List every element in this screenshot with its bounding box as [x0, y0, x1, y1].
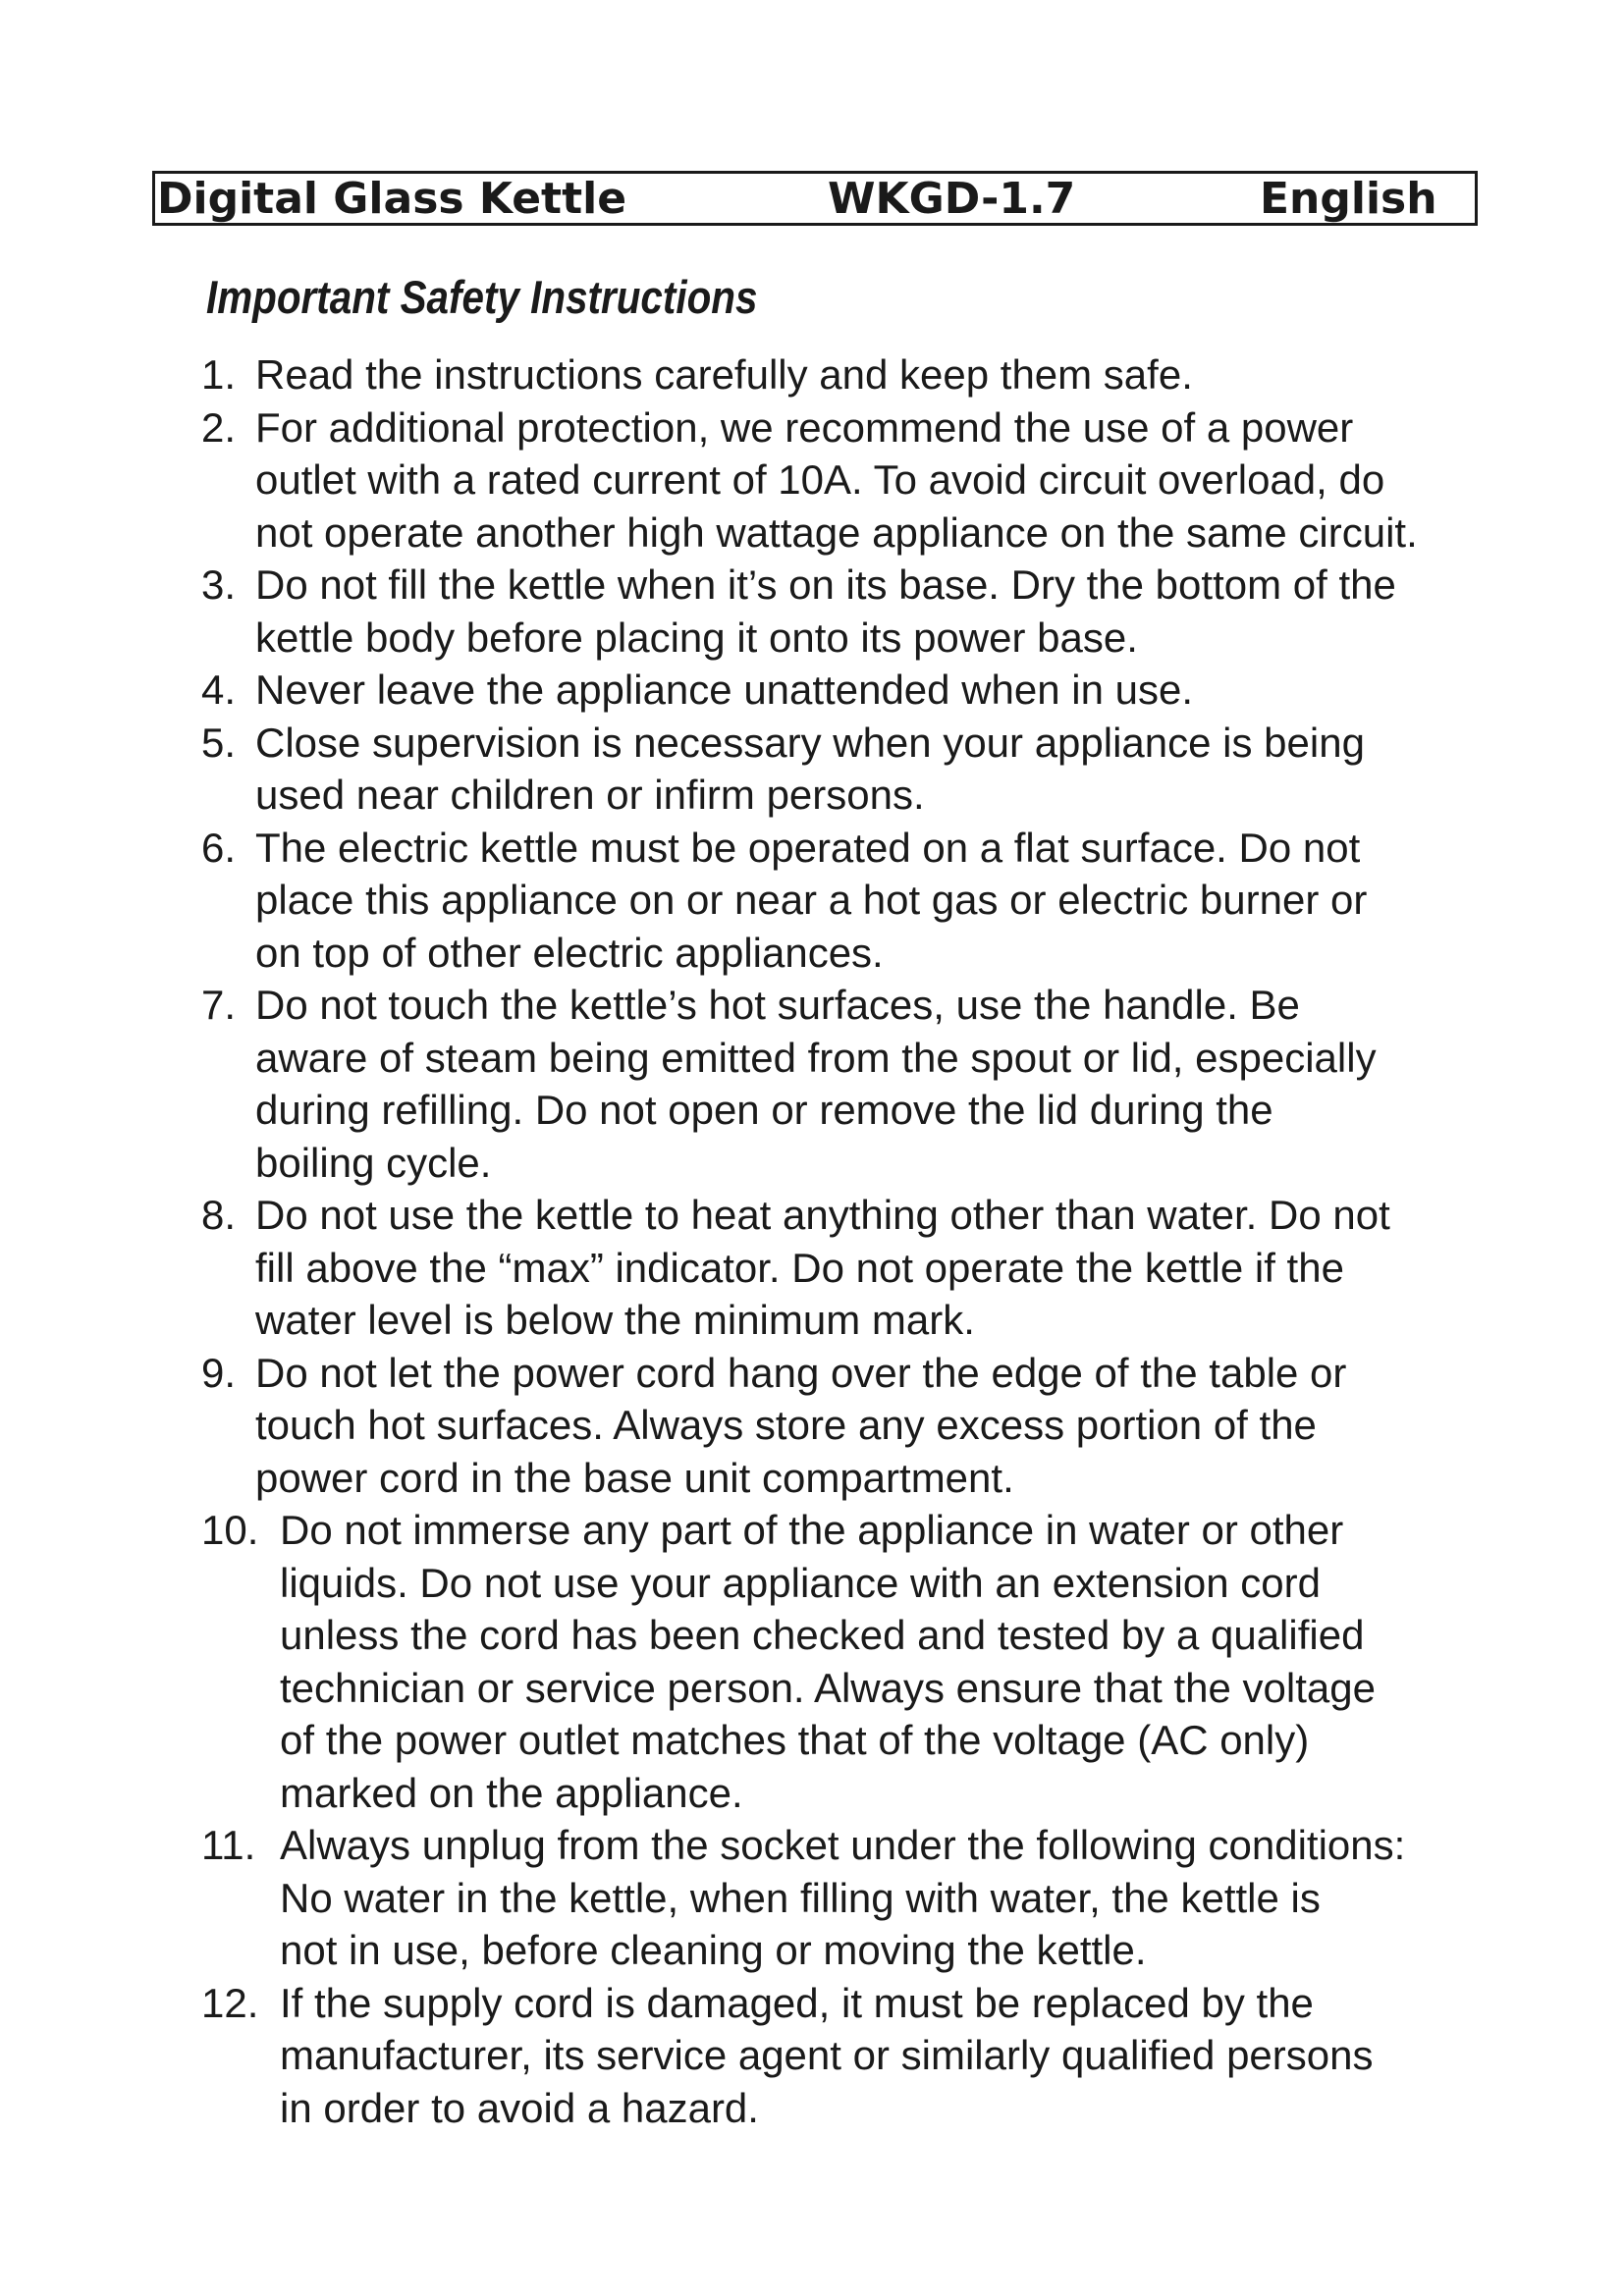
product-name: Digital Glass Kettle [157, 174, 627, 224]
item-text-line: Do not touch the kettle’s hot surfaces, use the handle. Be [255, 982, 1300, 1028]
item-text-line: Do not fill the kettle when it’s on its base. Dry the bottom of the [255, 561, 1396, 608]
item-text-line: touch hot surfaces. Always store any excess portion of the [255, 1402, 1317, 1448]
page-title: Important Safety Instructions [206, 271, 758, 323]
list-item [201, 401, 1517, 560]
item-text-line: Never leave the appliance unattended when in use. [255, 667, 1194, 713]
list-item [201, 979, 1517, 1189]
list-item [201, 1189, 1517, 1347]
language-label: English [1260, 174, 1437, 224]
item-number: 7. [201, 982, 237, 1028]
item-number: 12. [201, 1979, 259, 2026]
item-text-line: not operate another high wattage appliance on the same circuit. [255, 508, 1418, 556]
item-text-line: not in use, before cleaning or moving the kettle. [280, 1927, 1147, 1973]
item-text-line: Always unplug from the socket under the following conditions: [280, 1822, 1406, 1868]
item-text-line: Do not immerse any part of the appliance in water or other [280, 1507, 1344, 1553]
item-text-line: outlet with a rated current of 10A. To avoid circuit overload, do [255, 456, 1385, 503]
item-text-line: unless the cord has been checked and tested by a qualified [280, 1612, 1365, 1658]
item-number: 2. [201, 403, 237, 451]
item-text-line: aware of steam being emitted from the spout or lid, especially [255, 1034, 1377, 1081]
item-text-line: place this appliance on or near a hot gas or electric burner or [255, 877, 1368, 923]
item-text-line: manufacturer, its service agent or similarly qualified persons [280, 2032, 1374, 2078]
item-text-line: The electric kettle must be operated on a flat surface. Do not [255, 824, 1361, 871]
item-text-line: boiling cycle. [255, 1139, 492, 1186]
list-item [201, 559, 1517, 664]
item-text-line: Read the instructions carefully and keep them safe. [255, 351, 1193, 398]
item-text-line: during refilling. Do not open or remove the lid during the [255, 1087, 1273, 1133]
list-item [201, 1347, 1517, 1505]
item-text-line: technician or service person. Always ensure that the voltage [280, 1664, 1376, 1711]
item-text-line: on top of other electric appliances. [255, 929, 884, 976]
item-number: 9. [201, 1349, 237, 1396]
item-text-line: of the power outlet matches that of the voltage (AC only) [280, 1717, 1310, 1763]
item-text-line: If the supply cord is damaged, it must be replaced by the [280, 1979, 1314, 2026]
list-item [201, 348, 1517, 401]
item-number: 6. [201, 824, 237, 871]
item-number: 3. [201, 561, 237, 608]
item-text-line: fill above the “max” indicator. Do not operate the kettle if the [255, 1244, 1344, 1291]
list-item [201, 1504, 1517, 1819]
item-text-line: For additional protection, we recommend the use of a power [255, 403, 1354, 451]
item-text-line: kettle body before placing it onto its power base. [255, 614, 1138, 661]
item-number: 5. [201, 719, 237, 766]
list-item [201, 664, 1517, 717]
list-item [201, 717, 1517, 822]
item-text-line: Do not let the power cord hang over the edge of the table or [255, 1349, 1347, 1396]
list-item [201, 1819, 1517, 1977]
list-item [201, 1977, 1517, 2135]
item-number: 10. [201, 1507, 259, 1553]
item-number: 8. [201, 1192, 237, 1238]
model-number: WKGD-1.7 [828, 174, 1076, 224]
item-text-line: in order to avoid a hazard. [280, 2084, 759, 2131]
item-text-line: Do not use the kettle to heat anything other than water. Do not [255, 1192, 1390, 1238]
item-text-line: marked on the appliance. [280, 1769, 743, 1816]
item-text-line: liquids. Do not use your appliance with an extension cord [280, 1559, 1321, 1606]
item-text-line: Close supervision is necessary when your appliance is being [255, 719, 1365, 766]
item-number: 4. [201, 667, 237, 713]
item-text-line: used near children or infirm persons. [255, 772, 925, 818]
item-text-line: water level is below the minimum mark. [255, 1297, 975, 1343]
header-box [152, 171, 1478, 226]
item-number: 11. [201, 1822, 256, 1868]
item-text-line: power cord in the base unit compartment. [255, 1454, 1014, 1501]
item-number: 1. [201, 351, 237, 398]
list-item [201, 822, 1517, 980]
item-text-line: No water in the kettle, when filling with water, the kettle is [280, 1874, 1321, 1921]
instructions-list [201, 348, 1517, 2134]
